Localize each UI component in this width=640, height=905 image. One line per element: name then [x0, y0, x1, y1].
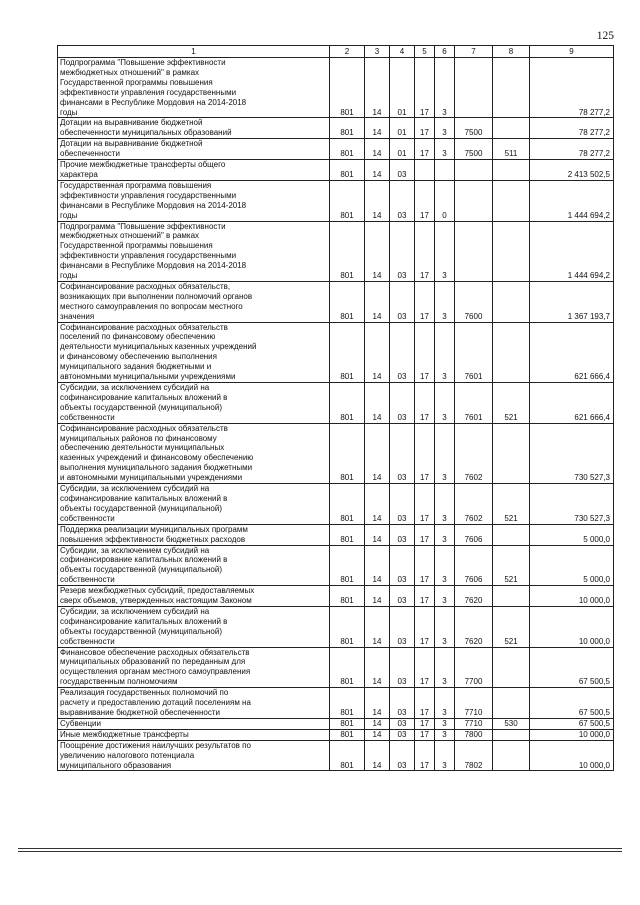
expense-name-line: местного самоуправления по вопросам местного [60, 301, 243, 311]
code-expense-type-cell [493, 524, 530, 545]
expense-name-line: расчету и предоставлению дотаций поселениям на [60, 698, 251, 708]
expense-name-line: и финансовому обеспечению выполнения [60, 352, 217, 362]
table-row [58, 606, 614, 647]
expense-name-cell [58, 58, 330, 118]
table-row [58, 139, 614, 160]
code-section-cell: 14 [365, 524, 390, 545]
code-section-cell: 14 [365, 383, 390, 424]
column-header: 4 [390, 46, 415, 58]
expense-name-line: повышения эффективности бюджетных расходов [60, 534, 246, 544]
expense-name-line: Прочие межбюджетные трансферты общего [60, 160, 226, 170]
expense-name-line: объекты государственной (муниципальной) [60, 626, 222, 636]
code-program-cell: 17 [415, 688, 435, 719]
code-subprogram-cell: 3 [435, 729, 455, 740]
expense-name-line: финансами в Республике Мордовия на 2014-2018 [60, 97, 247, 107]
code-subsection-cell: 03 [390, 688, 415, 719]
amount-cell: 621 666,4 [530, 322, 614, 382]
code-subsection-cell: 03 [390, 322, 415, 382]
expense-name-line: Софинансирование расходных обязательств, [60, 281, 231, 291]
code-subprogram-cell: 3 [435, 524, 455, 545]
code-program-cell: 17 [415, 423, 435, 483]
code-expense-type-cell [493, 729, 530, 740]
expense-name-line: финансами в Республике Мордовия на 2014-2018 [60, 261, 247, 271]
code-subprogram-cell: 3 [435, 139, 455, 160]
code-program-cell: 17 [415, 221, 435, 281]
code-admin-cell: 801 [330, 180, 365, 221]
code-expense-type-cell [493, 647, 530, 688]
code-subsection-cell: 03 [390, 606, 415, 647]
code-program-cell: 17 [415, 524, 435, 545]
table-row [58, 484, 614, 525]
expense-name-cell [58, 688, 330, 719]
expense-name-line: финансами в Республике Мордовия на 2014-2018 [60, 200, 247, 210]
expense-name-cell [58, 160, 330, 181]
code-program-cell: 17 [415, 58, 435, 118]
bottom-rule [18, 851, 622, 852]
code-target-cell: 7620 [455, 606, 493, 647]
expense-name-line: эффективности управления государственными [60, 190, 237, 200]
code-subprogram-cell: 3 [435, 740, 455, 771]
expense-name-line: казенных учреждений и финансовому обеспечению [60, 453, 254, 463]
amount-cell: 78 277,2 [530, 139, 614, 160]
code-section-cell: 14 [365, 180, 390, 221]
expense-name-line: собственности [60, 513, 115, 523]
code-target-cell: 7602 [455, 484, 493, 525]
code-subprogram-cell: 3 [435, 688, 455, 719]
code-expense-type-cell [493, 740, 530, 771]
expense-name-line: Подпрограмма "Повышение эффективности [60, 221, 226, 231]
code-expense-type-cell [493, 322, 530, 382]
expense-name-cell [58, 647, 330, 688]
code-admin-cell: 801 [330, 423, 365, 483]
code-target-cell: 7700 [455, 647, 493, 688]
column-header: 8 [493, 46, 530, 58]
expense-name-cell [58, 139, 330, 160]
code-section-cell: 14 [365, 484, 390, 525]
code-subsection-cell: 01 [390, 118, 415, 139]
amount-cell: 67 500,5 [530, 718, 614, 729]
code-target-cell: 7500 [455, 139, 493, 160]
table-row [58, 423, 614, 483]
code-target-cell: 7710 [455, 688, 493, 719]
code-expense-type-cell: 511 [493, 139, 530, 160]
expense-name-line: осуществления органам местного самоуправления [60, 667, 251, 677]
expense-name-line: Финансовое обеспечение расходных обязательств [60, 647, 250, 657]
code-target-cell: 7800 [455, 729, 493, 740]
amount-cell: 67 500,5 [530, 688, 614, 719]
expense-name-line: эффективности управления государственными [60, 87, 237, 97]
code-subsection-cell: 03 [390, 160, 415, 181]
code-subsection-cell: 03 [390, 740, 415, 771]
expense-name-line: муниципального образования [60, 760, 172, 770]
code-subprogram-cell: 3 [435, 423, 455, 483]
expense-name-cell [58, 718, 330, 729]
code-admin-cell: 801 [330, 160, 365, 181]
expense-name-line: обеспеченности [60, 149, 120, 159]
amount-cell: 621 666,4 [530, 383, 614, 424]
expense-name-line: Государственная программа повышения [60, 180, 212, 190]
amount-cell: 730 527,3 [530, 484, 614, 525]
page-number: 125 [596, 30, 614, 42]
expense-name-line: Государственной программы повышения [60, 77, 213, 87]
code-program-cell: 17 [415, 729, 435, 740]
code-expense-type-cell: 521 [493, 545, 530, 586]
column-header: 7 [455, 46, 493, 58]
code-program-cell: 17 [415, 718, 435, 729]
expense-name-line: автономными муниципальными учреждениями [60, 372, 236, 382]
expense-name-cell [58, 383, 330, 424]
amount-cell: 2 413 502,5 [530, 160, 614, 181]
expense-name-line: обеспеченности муниципальных образований [60, 128, 232, 138]
code-target-cell: 7802 [455, 740, 493, 771]
code-target-cell: 7606 [455, 524, 493, 545]
code-expense-type-cell [493, 118, 530, 139]
code-admin-cell: 801 [330, 729, 365, 740]
expense-name-line: межбюджетных отношений" в рамках [60, 67, 200, 77]
code-subprogram-cell: 3 [435, 58, 455, 118]
code-expense-type-cell [493, 281, 530, 322]
expense-name-line: Софинансирование расходных обязательств [60, 322, 228, 332]
code-subsection-cell: 03 [390, 545, 415, 586]
table-row [58, 729, 614, 740]
code-subprogram-cell: 3 [435, 221, 455, 281]
code-target-cell: 7601 [455, 383, 493, 424]
code-subsection-cell: 03 [390, 524, 415, 545]
code-expense-type-cell [493, 423, 530, 483]
code-section-cell: 14 [365, 729, 390, 740]
expense-name-line: деятельности муниципальных казенных учреждений [60, 342, 257, 352]
expense-name-line: Субсидии, за исключением субсидий на [60, 606, 210, 616]
code-expense-type-cell: 521 [493, 606, 530, 647]
code-expense-type-cell: 521 [493, 383, 530, 424]
expense-name-cell [58, 180, 330, 221]
code-admin-cell: 801 [330, 322, 365, 382]
code-program-cell: 17 [415, 647, 435, 688]
expense-name-line: Реализация государственных полномочий по [60, 688, 229, 698]
expense-name-line: Дотации на выравнивание бюджетной [60, 139, 203, 149]
code-program-cell: 17 [415, 586, 435, 607]
expense-name-line: Субсидии, за исключением субсидий на [60, 383, 210, 392]
expense-name-line: собственности [60, 575, 115, 585]
code-subprogram-cell: 3 [435, 606, 455, 647]
code-subprogram-cell: 0 [435, 180, 455, 221]
expense-name-line: Поощрение достижения наилучших результатов по [60, 740, 251, 750]
expense-name-line: характера [60, 169, 98, 179]
code-subsection-cell: 03 [390, 281, 415, 322]
expense-name-line: Субсидии, за исключением субсидий на [60, 545, 210, 555]
expense-name-cell [58, 606, 330, 647]
code-target-cell [455, 58, 493, 118]
code-target-cell: 7606 [455, 545, 493, 586]
code-program-cell [415, 160, 435, 181]
code-expense-type-cell [493, 160, 530, 181]
code-section-cell: 14 [365, 545, 390, 586]
table-header-row [58, 46, 614, 58]
code-subprogram-cell: 3 [435, 484, 455, 525]
code-subsection-cell: 03 [390, 586, 415, 607]
code-subsection-cell: 01 [390, 58, 415, 118]
table-row [58, 281, 614, 322]
expense-name-line: софинансирование капитальных вложений в [60, 555, 228, 565]
code-target-cell: 7620 [455, 586, 493, 607]
amount-cell: 78 277,2 [530, 118, 614, 139]
code-expense-type-cell [493, 180, 530, 221]
code-section-cell: 14 [365, 586, 390, 607]
code-admin-cell: 801 [330, 740, 365, 771]
expense-name-cell [58, 586, 330, 607]
expense-name-line: государственным полномочиям [60, 677, 178, 687]
table-row [58, 322, 614, 382]
table-row [58, 586, 614, 607]
expense-name-line: Резерв межбюджетных субсидий, предоставляемых [60, 586, 255, 596]
code-program-cell: 17 [415, 606, 435, 647]
amount-cell: 1 444 694,2 [530, 180, 614, 221]
table-row [58, 180, 614, 221]
code-subsection-cell: 03 [390, 221, 415, 281]
code-target-cell [455, 221, 493, 281]
table-row [58, 58, 614, 118]
expense-name-cell [58, 740, 330, 771]
expense-name-line: Дотации на выравнивание бюджетной [60, 118, 203, 128]
code-subprogram-cell [435, 160, 455, 181]
expense-name-line: Поддержка реализации муниципальных программ [60, 524, 248, 534]
expense-name-line: сверх объемов, утвержденных настоящим Законом [60, 596, 252, 606]
code-section-cell: 14 [365, 118, 390, 139]
code-expense-type-cell [493, 586, 530, 607]
amount-cell: 1 444 694,2 [530, 221, 614, 281]
code-program-cell: 17 [415, 281, 435, 322]
expense-name-line: Субвенции [60, 718, 101, 728]
expense-name-line: софинансирование капитальных вложений в [60, 616, 228, 626]
table-row [58, 160, 614, 181]
expense-name-line: обеспечению деятельности муниципальных [60, 443, 225, 453]
code-target-cell: 7710 [455, 718, 493, 729]
expense-name-cell [58, 524, 330, 545]
code-subprogram-cell: 3 [435, 586, 455, 607]
column-header: 2 [330, 46, 365, 58]
expense-name-cell [58, 281, 330, 322]
table-row [58, 221, 614, 281]
expense-name-line: годы [60, 107, 78, 117]
expense-name-line: объекты государственной (муниципальной) [60, 565, 222, 575]
expense-name-line: эффективности управления государственными [60, 251, 237, 261]
code-subsection-cell: 03 [390, 423, 415, 483]
budget-table [57, 45, 614, 771]
code-subsection-cell: 03 [390, 718, 415, 729]
amount-cell: 1 367 193,7 [530, 281, 614, 322]
code-section-cell: 14 [365, 606, 390, 647]
code-subprogram-cell: 3 [435, 322, 455, 382]
expense-name-cell [58, 118, 330, 139]
code-admin-cell: 801 [330, 139, 365, 160]
amount-cell: 5 000,0 [530, 524, 614, 545]
code-section-cell: 14 [365, 740, 390, 771]
code-target-cell: 7500 [455, 118, 493, 139]
amount-cell: 10 000,0 [530, 586, 614, 607]
code-admin-cell: 801 [330, 118, 365, 139]
column-header: 3 [365, 46, 390, 58]
expense-name-line: муниципального задания бюджетными и [60, 362, 212, 372]
code-target-cell [455, 160, 493, 181]
expense-name-line: поселений по финансовому обеспечению [60, 332, 216, 342]
code-section-cell: 14 [365, 688, 390, 719]
code-section-cell: 14 [365, 160, 390, 181]
expense-name-line: Подпрограмма "Повышение эффективности [60, 58, 226, 67]
code-admin-cell: 801 [330, 58, 365, 118]
code-subprogram-cell: 3 [435, 718, 455, 729]
code-program-cell: 17 [415, 180, 435, 221]
code-admin-cell: 801 [330, 383, 365, 424]
expense-name-line: и автономными муниципальными учреждениями [60, 473, 243, 483]
code-target-cell: 7602 [455, 423, 493, 483]
expense-name-line: собственности [60, 636, 115, 646]
code-program-cell: 17 [415, 118, 435, 139]
amount-cell: 730 527,3 [530, 423, 614, 483]
code-expense-type-cell [493, 221, 530, 281]
code-admin-cell: 801 [330, 606, 365, 647]
code-subsection-cell: 03 [390, 647, 415, 688]
code-admin-cell: 801 [330, 221, 365, 281]
code-program-cell: 17 [415, 484, 435, 525]
code-section-cell: 14 [365, 281, 390, 322]
code-program-cell: 17 [415, 545, 435, 586]
code-admin-cell: 801 [330, 586, 365, 607]
expense-name-cell [58, 484, 330, 525]
amount-cell: 5 000,0 [530, 545, 614, 586]
expense-name-line: выполнения муниципального задания бюджетными [60, 463, 253, 473]
bottom-rule [18, 848, 622, 849]
code-admin-cell: 801 [330, 524, 365, 545]
code-target-cell: 7601 [455, 322, 493, 382]
expense-name-line: значения [60, 311, 95, 321]
code-program-cell: 17 [415, 322, 435, 382]
expense-name-cell [58, 221, 330, 281]
column-header: 9 [530, 46, 614, 58]
code-subprogram-cell: 3 [435, 118, 455, 139]
expense-name-line: Иные межбюджетные трансферты [60, 729, 189, 739]
expense-name-line: софинансирование капитальных вложений в [60, 392, 228, 402]
expense-name-line: собственности [60, 412, 115, 422]
code-admin-cell: 801 [330, 647, 365, 688]
code-subsection-cell: 03 [390, 729, 415, 740]
amount-cell: 67 500,5 [530, 647, 614, 688]
table-row [58, 647, 614, 688]
column-header: 1 [58, 46, 330, 58]
code-expense-type-cell: 530 [493, 718, 530, 729]
code-subsection-cell: 01 [390, 139, 415, 160]
code-section-cell: 14 [365, 58, 390, 118]
expense-name-line: межбюджетных отношений" в рамках [60, 231, 200, 241]
code-admin-cell: 801 [330, 484, 365, 525]
expense-name-cell [58, 545, 330, 586]
code-subsection-cell: 03 [390, 484, 415, 525]
expense-name-line: объекты государственной (муниципальной) [60, 503, 222, 513]
code-subsection-cell: 03 [390, 180, 415, 221]
expense-name-line: Софинансирование расходных обязательств [60, 423, 228, 433]
code-section-cell: 14 [365, 647, 390, 688]
table-row [58, 545, 614, 586]
code-section-cell: 14 [365, 322, 390, 382]
code-target-cell: 7600 [455, 281, 493, 322]
expense-name-cell [58, 322, 330, 382]
code-admin-cell: 801 [330, 281, 365, 322]
expense-name-line: Государственной программы повышения [60, 241, 213, 251]
table-row [58, 118, 614, 139]
amount-cell: 10 000,0 [530, 729, 614, 740]
code-section-cell: 14 [365, 221, 390, 281]
table-row [58, 524, 614, 545]
table-row [58, 718, 614, 729]
code-section-cell: 14 [365, 423, 390, 483]
column-header: 5 [415, 46, 435, 58]
code-program-cell: 17 [415, 139, 435, 160]
expense-name-line: муниципальных районов по финансовому [60, 433, 217, 443]
expense-name-line: увеличению налогового потенциала [60, 750, 195, 760]
code-target-cell [455, 180, 493, 221]
expense-name-cell [58, 423, 330, 483]
column-header: 6 [435, 46, 455, 58]
code-program-cell: 17 [415, 383, 435, 424]
code-section-cell: 14 [365, 139, 390, 160]
code-expense-type-cell [493, 688, 530, 719]
table-row [58, 740, 614, 771]
code-subprogram-cell: 3 [435, 383, 455, 424]
code-admin-cell: 801 [330, 718, 365, 729]
table-row [58, 383, 614, 424]
expense-name-line: Субсидии, за исключением субсидий на [60, 484, 210, 494]
table-row [58, 688, 614, 719]
code-program-cell: 17 [415, 740, 435, 771]
code-section-cell: 14 [365, 718, 390, 729]
code-admin-cell: 801 [330, 545, 365, 586]
code-subprogram-cell: 3 [435, 647, 455, 688]
amount-cell: 10 000,0 [530, 740, 614, 771]
expense-name-line: возникающих при выполнении полномочий органов [60, 291, 253, 301]
amount-cell: 10 000,0 [530, 606, 614, 647]
expense-name-line: объекты государственной (муниципальной) [60, 402, 222, 412]
expense-name-line: годы [60, 271, 78, 281]
expense-name-line: выравнивание бюджетной обеспеченности [60, 708, 220, 717]
expense-name-line: годы [60, 210, 78, 220]
code-subsection-cell: 03 [390, 383, 415, 424]
code-expense-type-cell [493, 58, 530, 118]
expense-name-cell [58, 729, 330, 740]
code-expense-type-cell: 521 [493, 484, 530, 525]
amount-cell: 78 277,2 [530, 58, 614, 118]
code-admin-cell: 801 [330, 688, 365, 719]
expense-name-line: муниципальных образований по переданным для [60, 657, 246, 667]
code-subprogram-cell: 3 [435, 545, 455, 586]
expense-name-line: софинансирование капитальных вложений в [60, 493, 228, 503]
code-subprogram-cell: 3 [435, 281, 455, 322]
